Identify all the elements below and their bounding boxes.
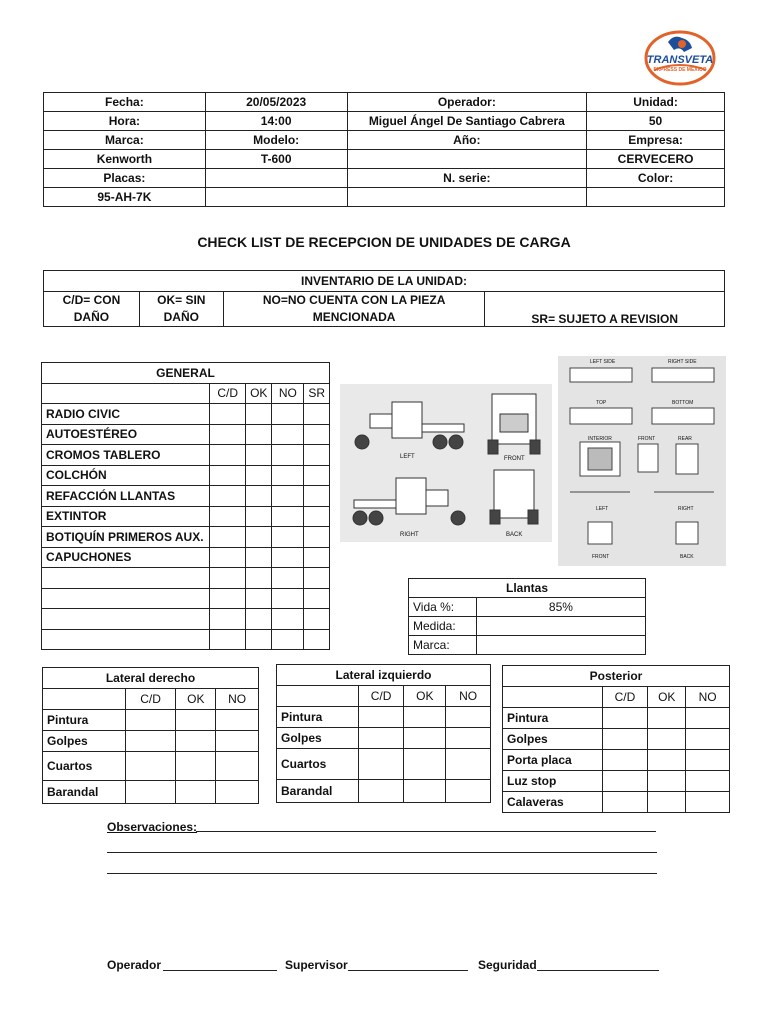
header-cell: T-600 bbox=[205, 150, 347, 169]
view-label-left: LEFT bbox=[400, 454, 415, 460]
general-check-cell[interactable] bbox=[210, 424, 246, 445]
general-check-cell[interactable] bbox=[304, 404, 330, 425]
general-check-cell[interactable] bbox=[210, 445, 246, 466]
check-item-label: Cuartos bbox=[277, 749, 359, 780]
check-row bbox=[503, 729, 730, 750]
col-header: NO bbox=[216, 689, 259, 710]
header-cell: N. serie: bbox=[347, 169, 587, 188]
header-row bbox=[44, 169, 725, 188]
trailer-label-right-side: RIGHT SIDE bbox=[668, 359, 697, 365]
general-check-cell[interactable] bbox=[246, 486, 272, 507]
trailer-label-left: LEFT bbox=[596, 506, 609, 512]
observaciones-line-1[interactable] bbox=[196, 831, 656, 832]
general-col-header: NO bbox=[272, 383, 304, 404]
trailer-label-back: BACK bbox=[680, 554, 694, 560]
check-cell[interactable] bbox=[216, 710, 259, 731]
general-check-cell[interactable] bbox=[246, 527, 272, 548]
check-cell[interactable] bbox=[686, 750, 730, 771]
llantas-row bbox=[409, 636, 646, 655]
check-row bbox=[43, 710, 259, 731]
general-row bbox=[42, 588, 330, 609]
check-cell[interactable] bbox=[648, 771, 686, 792]
llantas-label: Marca: bbox=[409, 636, 477, 655]
check-cell[interactable] bbox=[602, 750, 648, 771]
trailer-label-top: TOP bbox=[596, 400, 607, 406]
check-cell[interactable] bbox=[216, 752, 259, 781]
trailer-label-left-side: LEFT SIDE bbox=[590, 359, 616, 365]
check-cell[interactable] bbox=[686, 729, 730, 750]
general-check-cell[interactable] bbox=[272, 465, 304, 486]
header-row bbox=[44, 93, 725, 112]
check-item-label: Pintura bbox=[277, 707, 359, 728]
check-cell[interactable] bbox=[176, 752, 216, 781]
trailer-label-right: RIGHT bbox=[678, 506, 694, 512]
check-cell[interactable] bbox=[404, 728, 446, 749]
trailer-label-bottom: BOTTOM bbox=[672, 400, 694, 406]
general-check-cell[interactable] bbox=[304, 527, 330, 548]
general-check-cell[interactable] bbox=[246, 404, 272, 425]
trailer-label-front-2: FRONT bbox=[592, 554, 610, 560]
general-item-label: EXTINTOR bbox=[42, 506, 210, 527]
check-cell[interactable] bbox=[686, 792, 730, 813]
check-cell[interactable] bbox=[358, 728, 404, 749]
check-item-label: Golpes bbox=[277, 728, 359, 749]
general-check-cell[interactable] bbox=[272, 609, 304, 630]
check-cell[interactable] bbox=[446, 728, 491, 749]
check-row bbox=[43, 781, 259, 804]
signature-supervisor-line[interactable] bbox=[348, 970, 468, 971]
observaciones-line-2[interactable] bbox=[107, 852, 657, 853]
check-item-label: Golpes bbox=[503, 729, 603, 750]
general-row bbox=[42, 445, 330, 466]
posterior-table bbox=[502, 665, 730, 813]
general-row bbox=[42, 424, 330, 445]
check-row bbox=[43, 752, 259, 781]
check-cell[interactable] bbox=[686, 771, 730, 792]
general-item-label[interactable] bbox=[42, 609, 210, 630]
general-check-cell[interactable] bbox=[246, 445, 272, 466]
check-row bbox=[503, 750, 730, 771]
page-title: CHECK LIST DE RECEPCION DE UNIDADES DE CARGA bbox=[197, 234, 571, 250]
col-header: OK bbox=[648, 687, 686, 708]
observaciones-line-3[interactable] bbox=[107, 873, 657, 874]
general-check-cell[interactable] bbox=[272, 547, 304, 568]
general-check-cell[interactable] bbox=[304, 445, 330, 466]
check-row bbox=[277, 749, 491, 780]
check-row bbox=[503, 792, 730, 813]
general-check-cell[interactable] bbox=[210, 547, 246, 568]
lateral-izquierdo-title: Lateral izquierdo bbox=[277, 665, 491, 686]
header-cell: Color: bbox=[587, 169, 725, 188]
check-cell[interactable] bbox=[648, 729, 686, 750]
check-item-label: Porta placa bbox=[503, 750, 603, 771]
header-cell: 20/05/2023 bbox=[205, 93, 347, 112]
general-check-cell[interactable] bbox=[304, 609, 330, 630]
header-cell: CERVECERO bbox=[587, 150, 725, 169]
header-cell: Operador: bbox=[347, 93, 587, 112]
signature-operador-label: Operador bbox=[107, 958, 162, 972]
col-header: C/D bbox=[602, 687, 648, 708]
general-row bbox=[42, 568, 330, 589]
general-check-cell[interactable] bbox=[304, 486, 330, 507]
general-check-cell[interactable] bbox=[210, 609, 246, 630]
signature-seguridad-line[interactable] bbox=[537, 970, 659, 971]
col-header: C/D bbox=[358, 686, 404, 707]
signature-seguridad-label: Seguridad bbox=[478, 958, 537, 972]
col-header: NO bbox=[446, 686, 491, 707]
general-check-cell[interactable] bbox=[210, 568, 246, 589]
general-item-label[interactable] bbox=[42, 629, 210, 650]
legend-sr: SR= SUJETO A REVISION bbox=[485, 292, 725, 327]
check-item-label: Luz stop bbox=[503, 771, 603, 792]
view-label-front: FRONT bbox=[504, 456, 525, 462]
signature-operador-line[interactable] bbox=[163, 970, 277, 971]
header-cell: Año: bbox=[347, 131, 587, 150]
legend-cd: C/D= CON DAÑO bbox=[44, 292, 140, 327]
header-table bbox=[43, 92, 725, 207]
header-cell[interactable] bbox=[347, 150, 587, 169]
check-cell[interactable] bbox=[358, 749, 404, 780]
check-cell[interactable] bbox=[446, 707, 491, 728]
general-check-cell[interactable] bbox=[304, 588, 330, 609]
check-cell[interactable] bbox=[216, 781, 259, 804]
general-check-cell[interactable] bbox=[304, 568, 330, 589]
general-item-label[interactable] bbox=[42, 568, 210, 589]
header-cell: Marca: bbox=[44, 131, 206, 150]
legend-no: NO=NO CUENTA CON LA PIEZA MENCIONADA bbox=[223, 292, 485, 327]
check-cell[interactable] bbox=[125, 752, 176, 781]
col-header: NO bbox=[686, 687, 730, 708]
lateral-derecho-table bbox=[42, 667, 259, 804]
header-cell: Empresa: bbox=[587, 131, 725, 150]
general-col-header: C/D bbox=[210, 383, 246, 404]
check-item-label: Calaveras bbox=[503, 792, 603, 813]
lateral-derecho-title: Lateral derecho bbox=[43, 668, 259, 689]
view-label-right: RIGHT bbox=[400, 532, 419, 538]
check-cell[interactable] bbox=[358, 780, 404, 803]
check-row bbox=[43, 731, 259, 752]
general-check-cell[interactable] bbox=[246, 506, 272, 527]
general-check-cell[interactable] bbox=[246, 568, 272, 589]
general-row bbox=[42, 465, 330, 486]
header-cell: Unidad: bbox=[587, 93, 725, 112]
truck-views-icon bbox=[340, 384, 552, 542]
general-row bbox=[42, 506, 330, 527]
header-cell: Hora: bbox=[44, 112, 206, 131]
general-row bbox=[42, 629, 330, 650]
check-cell[interactable] bbox=[125, 781, 176, 804]
llantas-label: Medida: bbox=[409, 617, 477, 636]
general-item-label: REFACCIÓN LLANTAS bbox=[42, 486, 210, 507]
general-check-cell[interactable] bbox=[304, 629, 330, 650]
llantas-value[interactable]: 85% bbox=[476, 598, 645, 617]
general-col-header: SR bbox=[304, 383, 330, 404]
general-item-label: COLCHÓN bbox=[42, 465, 210, 486]
check-item-label: Barandal bbox=[277, 780, 359, 803]
check-cell[interactable] bbox=[176, 710, 216, 731]
general-item-label[interactable] bbox=[42, 588, 210, 609]
posterior-title: Posterior bbox=[503, 666, 730, 687]
general-check-cell[interactable] bbox=[272, 527, 304, 548]
check-row bbox=[503, 708, 730, 729]
col-header: OK bbox=[404, 686, 446, 707]
check-cell[interactable] bbox=[648, 708, 686, 729]
check-row bbox=[503, 771, 730, 792]
header-row bbox=[44, 150, 725, 169]
company-logo bbox=[644, 30, 716, 86]
header-cell: Modelo: bbox=[205, 131, 347, 150]
trailer-label-interior: INTERIOR bbox=[588, 436, 612, 442]
general-row bbox=[42, 404, 330, 425]
check-row bbox=[277, 707, 491, 728]
general-check-cell[interactable] bbox=[210, 527, 246, 548]
general-check-cell[interactable] bbox=[246, 465, 272, 486]
general-checklist bbox=[41, 362, 330, 650]
col-header: C/D bbox=[125, 689, 176, 710]
header-cell: 14:00 bbox=[205, 112, 347, 131]
header-row bbox=[44, 188, 725, 207]
col-header-blank bbox=[43, 689, 126, 710]
general-col-header: OK bbox=[246, 383, 272, 404]
header-cell: Miguel Ángel De Santiago Cabrera bbox=[347, 112, 587, 131]
logo-brand: TRANSVETA bbox=[646, 54, 714, 66]
general-check-cell[interactable] bbox=[272, 588, 304, 609]
general-check-cell[interactable] bbox=[210, 629, 246, 650]
general-check-cell[interactable] bbox=[272, 404, 304, 425]
col-header-blank bbox=[503, 687, 603, 708]
check-cell[interactable] bbox=[125, 731, 176, 752]
inventory-table bbox=[43, 270, 725, 327]
header-cell: Kenworth bbox=[44, 150, 206, 169]
header-cell[interactable] bbox=[205, 169, 347, 188]
general-header-blank bbox=[42, 383, 210, 404]
check-cell[interactable] bbox=[648, 792, 686, 813]
logo-tagline: EXPRESS DE MÉXICO bbox=[653, 67, 707, 73]
llantas-row bbox=[409, 617, 646, 636]
general-check-cell[interactable] bbox=[304, 465, 330, 486]
llantas-row bbox=[409, 598, 646, 617]
check-cell[interactable] bbox=[176, 781, 216, 804]
check-cell[interactable] bbox=[602, 792, 648, 813]
general-check-cell[interactable] bbox=[210, 588, 246, 609]
general-check-cell[interactable] bbox=[210, 404, 246, 425]
general-check-cell[interactable] bbox=[210, 506, 246, 527]
check-cell[interactable] bbox=[404, 780, 446, 803]
header-row bbox=[44, 131, 725, 150]
general-title: GENERAL bbox=[42, 363, 330, 384]
check-row bbox=[277, 728, 491, 749]
general-item-label: CAPUCHONES bbox=[42, 547, 210, 568]
general-check-cell[interactable] bbox=[304, 424, 330, 445]
check-item-label: Pintura bbox=[43, 710, 126, 731]
general-item-label: CROMOS TABLERO bbox=[42, 445, 210, 466]
check-cell[interactable] bbox=[686, 708, 730, 729]
general-row bbox=[42, 486, 330, 507]
general-check-cell[interactable] bbox=[246, 547, 272, 568]
llantas-value[interactable] bbox=[476, 617, 645, 636]
general-check-cell[interactable] bbox=[246, 609, 272, 630]
inventory-title: INVENTARIO DE LA UNIDAD: bbox=[44, 271, 725, 292]
general-check-cell[interactable] bbox=[304, 506, 330, 527]
trailer-label-front: FRONT bbox=[638, 436, 656, 442]
header-cell[interactable] bbox=[347, 188, 587, 207]
header-cell[interactable] bbox=[205, 188, 347, 207]
general-check-cell[interactable] bbox=[210, 465, 246, 486]
lateral-izquierdo-table bbox=[276, 664, 491, 803]
header-cell: Fecha: bbox=[44, 93, 206, 112]
check-cell[interactable] bbox=[602, 729, 648, 750]
check-cell[interactable] bbox=[602, 708, 648, 729]
general-item-label: RADIO CIVIC bbox=[42, 404, 210, 425]
header-cell[interactable] bbox=[587, 188, 725, 207]
general-check-cell[interactable] bbox=[272, 424, 304, 445]
general-check-cell[interactable] bbox=[210, 486, 246, 507]
check-cell[interactable] bbox=[446, 780, 491, 803]
general-check-cell[interactable] bbox=[272, 445, 304, 466]
check-item-label: Cuartos bbox=[43, 752, 126, 781]
trailer-diagram bbox=[558, 356, 726, 566]
check-cell[interactable] bbox=[216, 731, 259, 752]
check-cell[interactable] bbox=[446, 749, 491, 780]
trailer-label-rear: REAR bbox=[678, 436, 692, 442]
observaciones-label: Observaciones: bbox=[107, 820, 198, 834]
llantas-label: Vida %: bbox=[409, 598, 477, 617]
llantas-value[interactable] bbox=[476, 636, 645, 655]
check-item-label: Barandal bbox=[43, 781, 126, 804]
general-check-cell[interactable] bbox=[246, 588, 272, 609]
general-row bbox=[42, 527, 330, 548]
general-item-label: BOTIQUÍN PRIMEROS AUX. bbox=[42, 527, 210, 548]
header-cell: Placas: bbox=[44, 169, 206, 188]
check-cell[interactable] bbox=[404, 707, 446, 728]
check-item-label: Golpes bbox=[43, 731, 126, 752]
header-cell: 50 bbox=[587, 112, 725, 131]
check-cell[interactable] bbox=[602, 771, 648, 792]
general-check-cell[interactable] bbox=[246, 629, 272, 650]
check-cell[interactable] bbox=[648, 750, 686, 771]
check-cell[interactable] bbox=[125, 710, 176, 731]
check-row bbox=[277, 780, 491, 803]
col-header: OK bbox=[176, 689, 216, 710]
check-cell[interactable] bbox=[358, 707, 404, 728]
general-row bbox=[42, 609, 330, 630]
general-check-cell[interactable] bbox=[272, 629, 304, 650]
general-check-cell[interactable] bbox=[272, 506, 304, 527]
check-cell[interactable] bbox=[176, 731, 216, 752]
header-row bbox=[44, 112, 725, 131]
general-item-label: AUTOESTÉREO bbox=[42, 424, 210, 445]
truck-diagram bbox=[340, 384, 552, 542]
general-check-cell[interactable] bbox=[272, 568, 304, 589]
general-row bbox=[42, 547, 330, 568]
legend-ok: OK= SIN DAÑO bbox=[139, 292, 223, 327]
general-check-cell[interactable] bbox=[304, 547, 330, 568]
check-cell[interactable] bbox=[404, 749, 446, 780]
llantas-table bbox=[408, 578, 646, 655]
col-header-blank bbox=[277, 686, 359, 707]
llantas-title: Llantas bbox=[409, 579, 646, 598]
view-label-back: BACK bbox=[506, 532, 523, 538]
check-item-label: Pintura bbox=[503, 708, 603, 729]
general-check-cell[interactable] bbox=[272, 486, 304, 507]
header-cell: 95-AH-7K bbox=[44, 188, 206, 207]
general-check-cell[interactable] bbox=[246, 424, 272, 445]
trailer-views-icon bbox=[558, 356, 726, 566]
signature-supervisor-label: Supervisor bbox=[285, 958, 348, 972]
